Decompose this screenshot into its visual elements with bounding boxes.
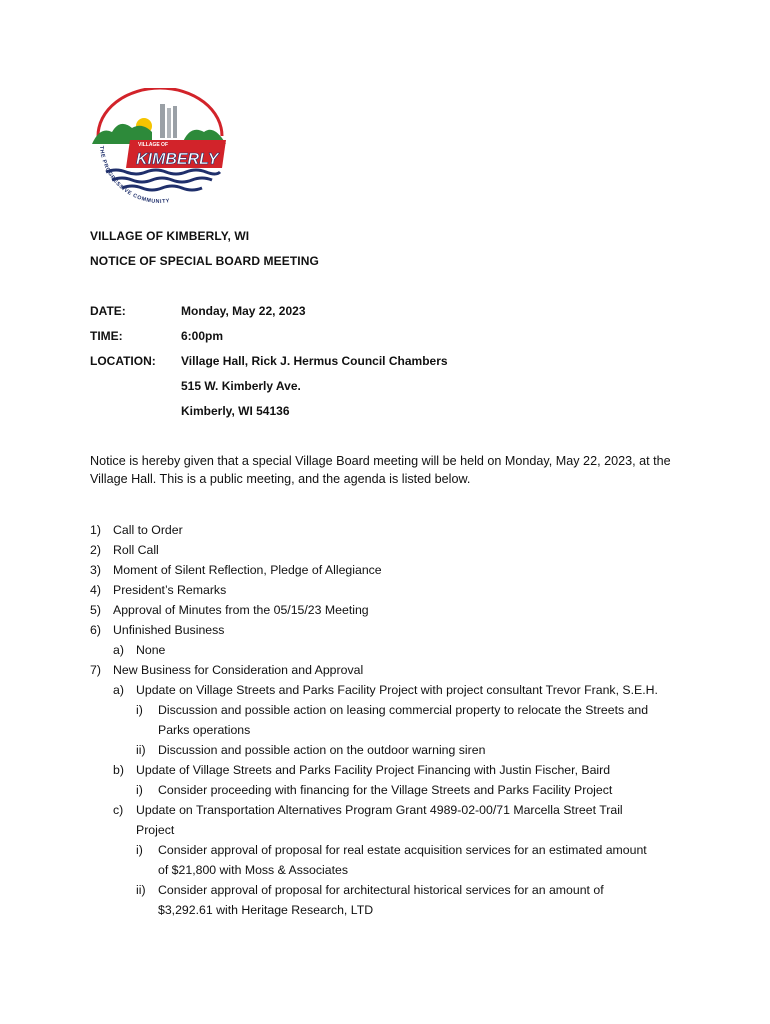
logo-waves [106, 170, 220, 174]
agenda-text: Discussion and possible action on leasing commercial property to relocate the Streets and [158, 703, 649, 717]
village-logo [86, 88, 232, 214]
agenda-text: Project [136, 823, 175, 837]
agenda-text: Update of Village Streets and Parks Facility Project Financing with Justin Fischer, Baird [136, 763, 611, 777]
agenda-number: a) [113, 643, 124, 657]
agenda-text: Discussion and possible action on the outdoor warning siren [158, 743, 486, 757]
logo-ring-text: THE PROGRESSIVE COMMUNITY [97, 145, 171, 205]
agenda-text: Call to Order [113, 523, 183, 537]
agenda-text: None [136, 643, 166, 657]
agenda-number: 1) [90, 523, 101, 537]
logo-waves [122, 186, 202, 190]
agenda-text: Consider proceeding with financing for the Village Streets and Parks Facility Project [158, 783, 613, 797]
time-label: TIME: [90, 329, 123, 343]
logo-name: KIMBERLY [136, 151, 219, 168]
agenda-text: Approval of Minutes from the 05/15/23 Meeting [113, 603, 369, 617]
agenda-number: 4) [90, 583, 101, 597]
agenda-text: Roll Call [113, 543, 159, 557]
agenda-text: Consider approval of proposal for real estate acquisition services for an estimated amount [158, 843, 647, 857]
agenda-number: i) [136, 843, 143, 857]
location-line-2: 515 W. Kimberly Ave. [181, 379, 301, 393]
agenda-text: Unfinished Business [113, 623, 225, 637]
agenda-text: Parks operations [158, 723, 251, 737]
date-value: Monday, May 22, 2023 [181, 304, 306, 318]
agenda-text: President’s Remarks [113, 583, 227, 597]
agenda-text: Moment of Silent Reflection, Pledge of Allegiance [113, 563, 382, 577]
agenda-text: Update on Transportation Alternatives Program Grant 4989-02-00/71 Marcella Street Trail [136, 803, 623, 817]
notice-heading: NOTICE OF SPECIAL BOARD MEETING [90, 254, 319, 268]
logo-tower [167, 108, 171, 138]
agenda-number: ii) [136, 743, 146, 757]
logo-tower [160, 104, 165, 138]
location-line-1: Village Hall, Rick J. Hermus Council Chambers [181, 354, 448, 368]
agenda-number: 3) [90, 563, 101, 577]
agenda-number: 6) [90, 623, 101, 637]
village-heading: VILLAGE OF KIMBERLY, WI [90, 229, 250, 243]
agenda-number: i) [136, 703, 143, 717]
location-line-3: Kimberly, WI 54136 [181, 404, 290, 418]
agenda-number: b) [113, 763, 124, 777]
agenda-text: $3,292.61 with Heritage Research, LTD [158, 903, 374, 917]
time-value: 6:00pm [181, 329, 224, 343]
agenda-number: a) [113, 683, 124, 697]
logo-waves [112, 178, 212, 182]
agenda-text: Update on Village Streets and Parks Facility Project with project consultant Trevor Frank, S.E.H. [136, 683, 658, 697]
agenda-number: ii) [136, 883, 146, 897]
location-label: LOCATION: [90, 354, 156, 368]
logo-top-text: VILLAGE OF [138, 142, 168, 148]
date-label: DATE: [90, 304, 126, 318]
agenda-number: c) [113, 803, 124, 817]
agenda-number: 7) [90, 663, 101, 677]
agenda-text: of $21,800 with Moss & Associates [158, 863, 349, 877]
agenda-number: 5) [90, 603, 101, 617]
agenda-text: Consider approval of proposal for architectural historical services for an amount of [158, 883, 604, 897]
agenda-number: 2) [90, 543, 101, 557]
agenda-text: New Business for Consideration and Approval [113, 663, 364, 677]
logo-tower [173, 106, 177, 138]
notice-paragraph: Notice is hereby given that a special Village Board meeting will be held on Monday, May 22, 2023, at the Village Hall. This is a public meeting, and the agenda is listed below. [90, 454, 671, 486]
agenda-number: i) [136, 783, 143, 797]
